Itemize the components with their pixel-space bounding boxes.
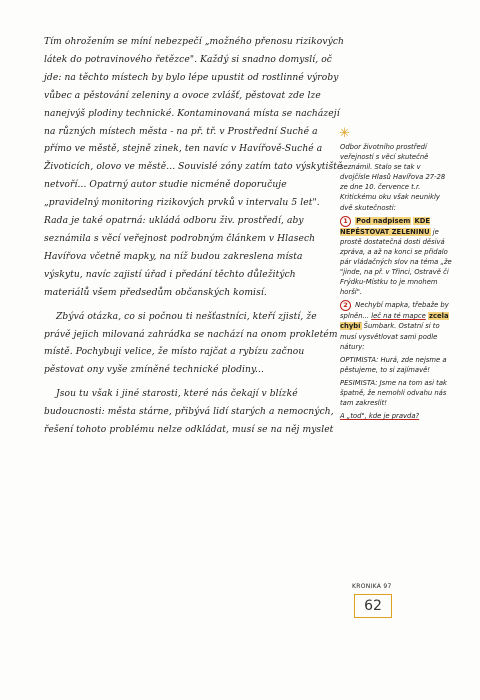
side-note-point-1-text: je prostě dostatečná dosti děsivá zpráva, a až na konci se přidalo pár vládačných slov na téma „že "jinde, na př. v Třinci, Ostravě či Frýdku-Místku to je mnohem horší". — [340, 227, 452, 297]
side-note-highlight-heading: KDE NEPĚSTOVAT ZELENINU — [340, 216, 431, 236]
paragraph-1: Tím ohrožením se míní nebezpečí „možného přenosu rizikových látek do potravinového řetězce". Každý si snadno domyslí, oč jde: na těchto místech by bylo lépe upustit od rostlinné výroby vůbec a pěstování zeleniny a ovoce zvlášť, pěstovat zde lze nanejvýš plodiny technické. Kontaminovaná místa se nacházejí na různých místech města - na př. tř. v Prostřední Suché a přímo ve městě, stejně zinek, ten navíc v Havířově-Suché a Životicích, olovo ve městě... Souvislé zóny zatím tato výskytiště netvoří... Opatrný autor studie nicméně doporučuje „pravidelný monitoring rizikových prvků v intervalu 5 let". Rada je také opatrná: ukládá odboru živ. prostředí, aby seznámila s věcí veřejnost podrobným článkem v Hlasech Havířova včetně mapky, na níž budou zakreslena místa výskytu, navíc zajistí úřad i předání těchto důležitých materiálů všem předsedům občanských komisí. — [44, 37, 344, 298]
number-2-icon: 2 — [340, 300, 351, 311]
side-note — [340, 142, 452, 424]
side-note-point-2-text-b: leč na té mapce — [371, 312, 426, 321]
paragraph-3: Jsou tu však i jiné starosti, které nás čekají v blízké budoucnosti: města stárne, přibývá lidí starých a nemocných, řešení tohoto problému nelze odkládat, musí se na něj myslet — [44, 389, 334, 436]
side-note-highlight-heading-prefix: Pod nadpisem — [356, 216, 411, 225]
side-note-point-2-text-a: Nechybí mapka, třebaže by splněn... — [340, 301, 449, 321]
side-note-pessimist: PESIMISTA: Jsme na tom asi tak špatně, že nemohli odvahu nás tam zakreslit! — [340, 378, 447, 408]
paragraph-2: Zbývá otázka, co si počnou ti nešťastníci, kteří zjistí, že právě jejich milovaná zahrádka se nachází na onom prokletém místě. Pochybuji velice, že místo rajčat a rybízu začnou pěstovat ony vyše zmíněné technické plodiny... — [44, 311, 338, 376]
side-note-optimist: OPTIMISTA: Hurá, zde nejsme a pěstujeme, to si zajímavě! — [340, 355, 447, 374]
main-text-column — [44, 34, 344, 446]
chronicle-stamp: KRONIKA 97 — [352, 583, 392, 590]
number-1-icon: 1 — [340, 216, 351, 227]
asterisk-icon: ✳ — [339, 126, 350, 141]
side-note-point-1 — [340, 216, 452, 298]
side-note-point-2-text-c: Šumbark. Ostatní si to musí vysvětlovat sami podle nátury: — [340, 322, 440, 351]
side-note-closing: A „tod", kde je pravda? — [340, 412, 420, 421]
side-note-point-2 — [340, 300, 452, 351]
side-note-point-2-highlight: zcela chybí — [340, 312, 449, 331]
side-note-intro: Odbor životního prostředí veřejnosti s věcí skutečně seznámil. Stalo se tak v dvojčísle Hlasů Havířova 27-28 ze dne 10. července t.r. Kritickému oku však neunikly dvě skutečnosti: — [340, 143, 446, 212]
page-number: 62 — [354, 594, 392, 618]
